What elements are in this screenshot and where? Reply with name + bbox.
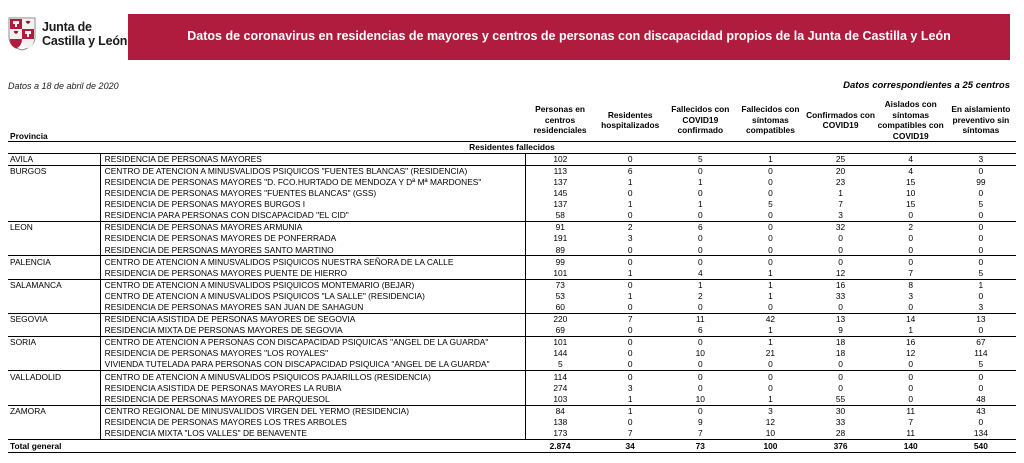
cell-provincia	[8, 233, 100, 244]
cell-personas-centros: 103	[553, 393, 568, 404]
brand-name-line1: Junta de	[42, 19, 92, 34]
cell-fallecidos-compatibles: 1	[735, 337, 805, 349]
cell-fallecidos-compatibles: 0	[768, 176, 773, 187]
cell-aislados-sintomas: 15	[906, 176, 916, 187]
cell-centro: RESIDENCIA DE PERSONAS MAYORES	[100, 153, 525, 165]
cell-fallecidos-compatibles: 42	[735, 313, 805, 325]
cell-aislamiento-preventivo: 0	[978, 244, 984, 255]
cell-fallecidos-compatibles: 0	[735, 371, 805, 383]
cell-fallecidos-confirmado: 0	[697, 302, 703, 313]
column-header-centro	[100, 99, 525, 142]
table-row	[8, 188, 1016, 199]
total-fallecidos-compatibles: 100	[735, 439, 805, 453]
cell-fallecidos-confirmado: 0	[697, 188, 703, 199]
section-label-residentes-fallecidos: Residentes fallecidos	[8, 142, 1016, 154]
cell-aislamiento-preventivo: 0	[978, 325, 984, 336]
cell-aislados-sintomas: 0	[908, 393, 914, 404]
cell-provincia: ZAMORA	[8, 405, 100, 417]
cell-centro: RESIDENCIA MIXTA "LOS VALLES" DE BENAVENTE	[100, 428, 525, 440]
cell-confirmados: 30	[806, 405, 876, 417]
cell-hospitalizados: 3	[627, 382, 633, 393]
cell-provincia	[8, 393, 100, 405]
cell-hospitalizados: 0	[627, 188, 633, 199]
cell-confirmados: 55	[835, 393, 846, 404]
cell-fallecidos-compatibles: 0	[768, 302, 773, 313]
cell-hospitalizados: 0	[595, 256, 665, 268]
cell-fallecidos-confirmado: 0	[697, 382, 703, 393]
table-row	[8, 222, 1016, 234]
cell-fallecidos-compatibles: 1	[768, 267, 773, 278]
cell-fallecidos-compatibles: 0	[768, 382, 773, 393]
cell-confirmados: 18	[835, 348, 846, 359]
cell-aislados-sintomas: 0	[908, 210, 914, 221]
cell-aislamiento-preventivo: 3	[978, 302, 984, 313]
cell-centro: CENTRO DE ATENCION A MINUSVALIDOS PSIQUICOS PAJARILLOS (RESIDENCIA)	[100, 371, 525, 383]
cell-aislados-sintomas: 0	[876, 256, 946, 268]
cell-confirmados: 18	[806, 337, 876, 349]
cell-personas-centros: 101	[525, 337, 595, 349]
brand-name	[42, 20, 127, 49]
cell-fallecidos-confirmado: 7	[697, 428, 703, 439]
cell-aislamiento-preventivo: 48	[976, 393, 986, 404]
table-row	[8, 153, 1016, 165]
cell-provincia	[8, 188, 100, 199]
cell-fallecidos-compatibles: 0	[768, 210, 773, 221]
cell-hospitalizados: 1	[627, 176, 633, 187]
cell-personas-centros: 113	[525, 165, 595, 177]
cell-fallecidos-confirmado: 0	[697, 244, 703, 255]
cell-fallecidos-confirmado: 10	[695, 348, 705, 359]
cell-fallecidos-compatibles: 1	[768, 290, 773, 301]
column-header-confirmados: Confirmados con COVID19	[806, 109, 875, 130]
cell-confirmados: 0	[806, 256, 876, 268]
cell-fallecidos-compatibles: 0	[768, 188, 773, 199]
cell-aislamiento-preventivo: 0	[978, 416, 984, 427]
cell-fallecidos-confirmado: 1	[697, 199, 703, 210]
cell-confirmados: 28	[835, 428, 846, 439]
cell-personas-centros: 99	[525, 256, 595, 268]
cell-fallecidos-compatibles: 0	[735, 256, 805, 268]
centros-count-note: Datos correspondientes a 25 centros	[843, 80, 1010, 91]
table-row	[8, 359, 1016, 371]
cell-personas-centros: 137	[553, 199, 568, 210]
cell-fallecidos-compatibles: 12	[765, 416, 776, 427]
cell-provincia	[8, 302, 100, 314]
cell-aislamiento-preventivo: 5	[978, 359, 984, 370]
cell-confirmados: 0	[838, 382, 843, 393]
cell-fallecidos-confirmado: 11	[665, 313, 735, 325]
cell-hospitalizados: 0	[627, 359, 633, 370]
cell-aislados-sintomas: 12	[906, 348, 916, 359]
cell-fallecidos-confirmado: 0	[665, 337, 735, 349]
cell-fallecidos-confirmado: 0	[665, 371, 735, 383]
cell-fallecidos-confirmado: 0	[665, 165, 735, 177]
cell-aislados-sintomas: 1	[908, 325, 914, 336]
cell-centro: CENTRO DE ATENCION A MINUSVALIDOS PSIQUICOS "FUENTES BLANCAS" (RESIDENCIA)	[100, 165, 525, 177]
cell-provincia	[8, 291, 100, 302]
cell-personas-centros: 89	[555, 244, 565, 255]
cell-personas-centros: 137	[553, 176, 568, 187]
cell-centro: RESIDENCIA DE PERSONAS MAYORES SANTO MARTINO	[100, 244, 525, 256]
cell-provincia	[8, 348, 100, 359]
cell-aislados-sintomas: 0	[908, 233, 914, 244]
cell-aislados-sintomas: 11	[906, 428, 916, 439]
cell-personas-centros: 145	[553, 188, 568, 199]
cell-confirmados: 0	[838, 244, 843, 255]
column-header-provincia: Provincia	[10, 130, 48, 141]
cell-aislados-sintomas: 0	[908, 382, 914, 393]
cell-confirmados: 33	[835, 416, 846, 427]
cell-hospitalizados: 7	[627, 428, 633, 439]
cell-fallecidos-compatibles: 1	[735, 153, 805, 165]
cell-centro: RESIDENCIA DE PERSONAS MAYORES LOS TRES ARBOLES	[100, 417, 525, 428]
cell-centro: RESIDENCIA DE PERSONAS MAYORES "LOS ROYALES"	[100, 348, 525, 359]
cell-aislados-sintomas: 3	[908, 290, 914, 301]
cell-aislamiento-preventivo: 0	[978, 210, 984, 221]
table-row	[8, 244, 1016, 256]
cell-hospitalizados: 0	[595, 279, 665, 291]
cell-aislados-sintomas: 0	[908, 244, 914, 255]
cell-aislados-sintomas: 8	[876, 279, 946, 291]
cell-provincia: AVILA	[8, 153, 100, 165]
cell-aislados-sintomas: 4	[876, 153, 946, 165]
table-row	[8, 417, 1016, 428]
cell-hospitalizados: 0	[627, 302, 633, 313]
table-row	[8, 382, 1016, 393]
table-row	[8, 313, 1016, 325]
cell-personas-centros: 220	[525, 313, 595, 325]
cell-centro: RESIDENCIA ASISTIDA DE PERSONAS MAYORES LA RUBIA	[100, 382, 525, 393]
total-label: Total general	[8, 439, 525, 453]
table-section-row	[8, 142, 1016, 154]
cell-fallecidos-confirmado: 9	[697, 416, 703, 427]
cell-fallecidos-confirmado: 10	[695, 393, 705, 404]
cell-confirmados: 3	[838, 210, 843, 221]
cell-centro: RESIDENCIA DE PERSONAS MAYORES DE PONFERRADA	[100, 233, 525, 244]
cell-aislados-sintomas: 2	[876, 222, 946, 234]
cell-aislamiento-preventivo: 0	[978, 382, 984, 393]
cell-confirmados: 25	[806, 153, 876, 165]
cell-provincia	[8, 428, 100, 440]
cell-aislamiento-preventivo: 114	[974, 348, 988, 359]
cell-fallecidos-compatibles: 3	[735, 405, 805, 417]
cell-centro: RESIDENCIA DE PERSONAS MAYORES "FUENTES BLANCAS" (GSS)	[100, 188, 525, 199]
cell-confirmados: 9	[838, 325, 843, 336]
table-row	[8, 233, 1016, 244]
cell-aislados-sintomas: 14	[876, 313, 946, 325]
cell-hospitalizados: 1	[595, 405, 665, 417]
cell-provincia	[8, 417, 100, 428]
cell-confirmados: 23	[835, 176, 846, 187]
cell-aislamiento-preventivo: 0	[978, 290, 984, 301]
cell-fallecidos-confirmado: 1	[665, 279, 735, 291]
cell-aislamiento-preventivo: 5	[978, 199, 984, 210]
cell-fallecidos-compatibles: 1	[735, 279, 805, 291]
cell-provincia: BURGOS	[8, 165, 100, 177]
cell-confirmados: 13	[806, 313, 876, 325]
cell-fallecidos-confirmado: 5	[665, 153, 735, 165]
cell-provincia: VALLADOLID	[8, 371, 100, 383]
cell-aislados-sintomas: 0	[876, 371, 946, 383]
cell-confirmados: 32	[806, 222, 876, 234]
cell-aislamiento-preventivo: 5	[978, 267, 984, 278]
column-header-aislamiento-preventivo: En aislamiento preventivo sin síntomas	[951, 104, 1011, 136]
cell-provincia: LEON	[8, 222, 100, 234]
cell-personas-centros: 5	[557, 359, 563, 370]
table-row	[8, 371, 1016, 383]
cell-confirmados: 1	[838, 188, 843, 199]
cell-aislamiento-preventivo: 134	[973, 428, 988, 439]
cell-fallecidos-confirmado: 0	[697, 210, 703, 221]
cell-fallecidos-confirmado: 6	[697, 325, 703, 336]
cell-fallecidos-confirmado: 0	[697, 233, 703, 244]
cell-confirmados: 0	[806, 371, 876, 383]
cell-aislamiento-preventivo: 43	[946, 405, 1016, 417]
cell-centro: CENTRO DE ATENCION A MINUSVALIDOS PSIQUICOS MONTEMARIO (BEJAR)	[100, 279, 525, 291]
cell-aislamiento-preventivo: 0	[946, 371, 1016, 383]
table-row	[8, 428, 1016, 440]
table-row	[8, 256, 1016, 268]
cell-centro: CENTRO DE ATENCION A MINUSVALIDOS PSIQUICOS NUESTRA SEÑORA DE LA CALLE	[100, 256, 525, 268]
table-body	[8, 153, 1016, 439]
total-aislamiento-preventivo: 540	[946, 439, 1016, 453]
total-hospitalizados: 34	[595, 439, 665, 453]
cell-provincia: SALAMANCA	[8, 279, 100, 291]
cell-fallecidos-compatibles: 1	[768, 393, 773, 404]
cell-fallecidos-compatibles: 21	[765, 348, 776, 359]
cell-fallecidos-compatibles: 0	[768, 233, 773, 244]
cell-aislados-sintomas: 10	[906, 188, 916, 199]
cell-centro: RESIDENCIA DE PERSONAS MAYORES PUENTE DE HIERRO	[100, 267, 525, 279]
cell-confirmados: 0	[838, 302, 843, 313]
cell-fallecidos-compatibles: 5	[768, 199, 773, 210]
cell-aislamiento-preventivo: 0	[946, 256, 1016, 268]
cell-aislamiento-preventivo: 0	[946, 165, 1016, 177]
cell-personas-centros: 191	[553, 233, 568, 244]
cell-aislamiento-preventivo: 0	[978, 188, 984, 199]
column-header-aislados-sintomas: Aislados con síntomas compatibles con COVID19	[877, 99, 944, 141]
cell-hospitalizados: 7	[595, 313, 665, 325]
cell-provincia	[8, 325, 100, 337]
cell-personas-centros: 102	[525, 153, 595, 165]
cell-centro: RESIDENCIA MIXTA DE PERSONAS MAYORES DE SEGOVIA	[100, 325, 525, 337]
cell-hospitalizados: 1	[627, 199, 633, 210]
cell-fallecidos-confirmado: 6	[665, 222, 735, 234]
cell-confirmados: 20	[806, 165, 876, 177]
cell-aislados-sintomas: 0	[908, 302, 914, 313]
cell-fallecidos-confirmado: 4	[697, 267, 703, 278]
cell-confirmados: 7	[838, 199, 843, 210]
cell-provincia	[8, 177, 100, 188]
table-head	[8, 99, 1016, 153]
total-confirmados: 376	[806, 439, 876, 453]
cell-provincia	[8, 267, 100, 279]
cell-provincia: SORIA	[8, 337, 100, 349]
cell-hospitalizados: 1	[627, 267, 633, 278]
cell-provincia: PALENCIA	[8, 256, 100, 268]
cell-fallecidos-confirmado: 1	[697, 176, 703, 187]
table-row	[8, 267, 1016, 279]
report-title-banner	[128, 14, 1010, 60]
cell-fallecidos-compatibles: 0	[768, 359, 773, 370]
cell-centro: RESIDENCIA DE PERSONAS MAYORES ARMUNIA	[100, 222, 525, 234]
column-header-personas-centros: Personas en centros residenciales	[533, 104, 587, 136]
cell-provincia	[8, 199, 100, 210]
cell-aislamiento-preventivo: 1	[946, 279, 1016, 291]
cell-aislados-sintomas: 16	[876, 337, 946, 349]
cell-confirmados: 33	[835, 290, 846, 301]
cell-hospitalizados: 6	[595, 165, 665, 177]
cell-hospitalizados: 2	[595, 222, 665, 234]
data-date-note: Datos a 18 de abril de 2020	[8, 81, 119, 91]
total-aislados-sintomas: 140	[876, 439, 946, 453]
cell-fallecidos-confirmado: 0	[665, 405, 735, 417]
cell-aislados-sintomas: 4	[876, 165, 946, 177]
table-row	[8, 337, 1016, 349]
cell-personas-centros: 69	[555, 325, 565, 336]
cell-provincia	[8, 382, 100, 393]
cell-aislamiento-preventivo: 13	[946, 313, 1016, 325]
cell-personas-centros: 138	[553, 416, 568, 427]
cell-aislados-sintomas: 7	[908, 416, 914, 427]
table-row	[8, 405, 1016, 417]
cell-fallecidos-compatibles: 1	[768, 325, 773, 336]
cell-hospitalizados: 1	[627, 290, 633, 301]
cell-hospitalizados: 0	[627, 348, 633, 359]
cell-aislamiento-preventivo: 0	[978, 233, 984, 244]
table-row	[8, 165, 1016, 177]
cell-centro: CENTRO REGIONAL DE MINUSVALIDOS VIRGEN DEL YERMO (RESIDENCIA)	[100, 405, 525, 417]
cell-personas-centros: 60	[555, 302, 565, 313]
table-row	[8, 279, 1016, 291]
cell-centro: CENTRO DE ATENCION A PERSONAS CON DISCAPACIDAD PSIQUICAS "ANGEL DE LA GUARDA"	[100, 337, 525, 349]
cell-hospitalizados: 3	[627, 233, 633, 244]
coronavirus-residences-table	[8, 99, 1016, 453]
cell-hospitalizados: 0	[627, 210, 633, 221]
table-row	[8, 199, 1016, 210]
table-row	[8, 210, 1016, 222]
cell-confirmados: 0	[838, 233, 843, 244]
table-foot	[8, 439, 1016, 453]
cell-fallecidos-confirmado: 0	[665, 256, 735, 268]
cell-personas-centros: 53	[555, 290, 565, 301]
cell-personas-centros: 274	[553, 382, 568, 393]
brand-name-line2: Castilla y León	[42, 34, 128, 48]
total-personas-centros: 2.874	[525, 439, 595, 453]
cell-centro: RESIDENCIA DE PERSONAS MAYORES DE PARQUESOL	[100, 393, 525, 405]
cell-hospitalizados: 0	[595, 337, 665, 349]
column-header-fallecidos-compatibles: Fallecidos con síntomas compatibles	[741, 104, 800, 136]
cell-centro: VIVIENDA TUTELADA PARA PERSONAS CON DISCAPACIDAD PSIQUICA "ANGEL DE LA GUARDA"	[100, 359, 525, 371]
table-row	[8, 177, 1016, 188]
cell-fallecidos-compatibles: 0	[735, 222, 805, 234]
cell-aislamiento-preventivo: 3	[946, 153, 1016, 165]
cell-centro: RESIDENCIA DE PERSONAS MAYORES "D. FCO.HURTADO DE MENDOZA Y Dª Mª MARDONES"	[100, 177, 525, 188]
cell-confirmados: 16	[806, 279, 876, 291]
cell-centro: RESIDENCIA DE PERSONAS MAYORES BURGOS I	[100, 199, 525, 210]
cell-hospitalizados: 1	[627, 393, 633, 404]
cell-hospitalizados: 0	[595, 371, 665, 383]
cell-hospitalizados: 0	[595, 153, 665, 165]
table-header-row	[8, 99, 1016, 142]
cell-centro: RESIDENCIA ASISTIDA DE PERSONAS MAYORES DE SEGOVIA	[100, 313, 525, 325]
cell-aislados-sintomas: 7	[908, 267, 914, 278]
report-subheader	[0, 68, 1024, 93]
table-row	[8, 393, 1016, 405]
castilla-leon-shield-icon	[8, 17, 36, 51]
cell-aislados-sintomas: 15	[906, 199, 916, 210]
cell-personas-centros: 84	[525, 405, 595, 417]
cell-provincia	[8, 359, 100, 371]
cell-personas-centros: 91	[525, 222, 595, 234]
cell-aislamiento-preventivo: 67	[946, 337, 1016, 349]
table-row	[8, 302, 1016, 314]
cell-aislamiento-preventivo: 99	[976, 176, 986, 187]
cell-fallecidos-confirmado: 2	[697, 290, 703, 301]
cell-fallecidos-compatibles: 10	[765, 428, 776, 439]
cell-hospitalizados: 0	[627, 325, 633, 336]
cell-personas-centros: 101	[553, 267, 568, 278]
cell-centro: CENTRO DE ATENCION A MINUSVALIDOS PSIQUICOS "LA SALLE" (RESIDENCIA)	[100, 291, 525, 302]
table-row	[8, 348, 1016, 359]
cell-provincia	[8, 210, 100, 222]
cell-confirmados: 12	[835, 267, 846, 278]
page-title: Datos de coronavirus en residencias de mayores y centros de personas con discapacidad propios de la Junta de Castilla y León	[187, 29, 951, 44]
table-row	[8, 325, 1016, 337]
total-row	[8, 439, 1016, 453]
cell-aislados-sintomas: 11	[876, 405, 946, 417]
cell-centro: RESIDENCIA PARA PERSONAS CON DISCAPACIDAD "EL CID"	[100, 210, 525, 222]
column-header-fallecidos-confirmado: Fallecidos con COVID19 confirmado	[671, 104, 730, 136]
cell-confirmados: 0	[838, 359, 843, 370]
report-header	[0, 0, 1024, 68]
cell-personas-centros: 73	[525, 279, 595, 291]
cell-aislados-sintomas: 0	[908, 359, 914, 370]
cell-fallecidos-compatibles: 0	[768, 244, 773, 255]
total-fallecidos-confirmado: 73	[665, 439, 735, 453]
cell-fallecidos-compatibles: 0	[735, 165, 805, 177]
cell-provincia: SEGOVIA	[8, 313, 100, 325]
cell-centro: RESIDENCIA DE PERSONAS MAYORES SAN JUAN DE SAHAGUN	[100, 302, 525, 314]
cell-fallecidos-confirmado: 0	[697, 359, 703, 370]
brand-logo	[0, 0, 128, 68]
cell-provincia	[8, 244, 100, 256]
cell-aislamiento-preventivo: 0	[946, 222, 1016, 234]
column-header-hospitalizados: Residentes hospitalizados	[601, 109, 660, 130]
cell-personas-centros: 58	[555, 210, 565, 221]
cell-hospitalizados: 0	[627, 244, 633, 255]
cell-hospitalizados: 0	[627, 416, 633, 427]
cell-personas-centros: 144	[553, 348, 568, 359]
cell-personas-centros: 114	[525, 371, 595, 383]
table-row	[8, 291, 1016, 302]
cell-personas-centros: 173	[553, 428, 568, 439]
